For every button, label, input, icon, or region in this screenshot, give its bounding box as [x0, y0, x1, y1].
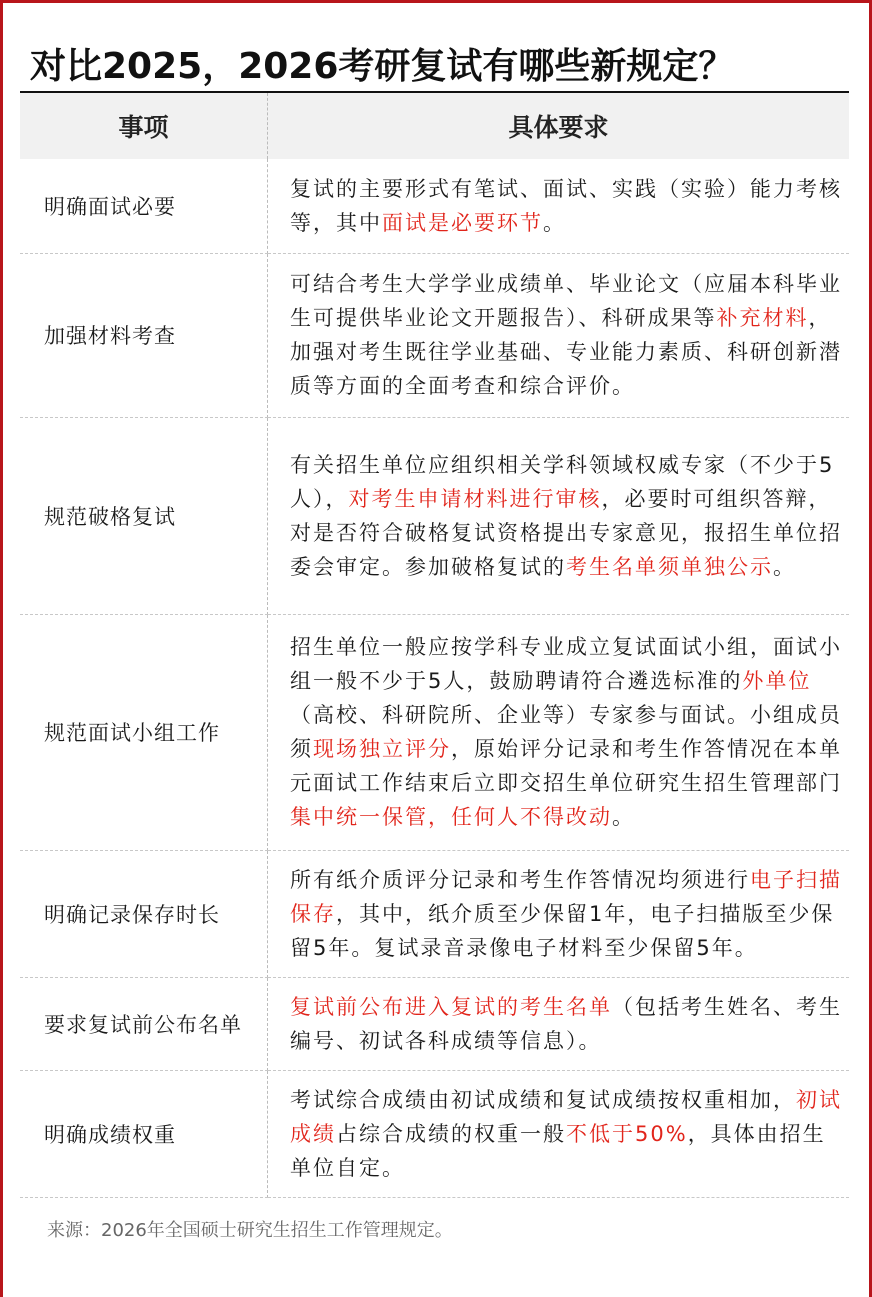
highlighted-text: 集中统一保管，任何人不得改动 — [290, 805, 612, 829]
requirement-text — [268, 977, 850, 1070]
highlighted-text: 外单位 — [742, 669, 812, 693]
text-segment: 招生单位一般应按学科专业成立复试面试小组，面试小组一般不少于5人，鼓励聘请符合遴选标准的 — [290, 635, 842, 693]
requirement-text — [268, 417, 850, 614]
text-segment: 所有纸介质评分记录和考生作答情况均须进行 — [290, 867, 750, 892]
table-body — [20, 159, 849, 1197]
table-row — [20, 253, 849, 417]
text-segment: 。 — [773, 554, 796, 579]
text-segment: 。 — [543, 210, 566, 235]
text-segment: （包括考生姓名、考生编号、初试各科成绩等信息）。 — [290, 994, 842, 1053]
highlighted-text: 补充材料 — [716, 306, 809, 330]
highlighted-text: 考生名单须单独公示 — [566, 554, 773, 579]
highlighted-text: 不低于50% — [566, 1121, 688, 1146]
highlighted-text: 现场独立评分 — [313, 737, 451, 761]
rules-table — [20, 91, 849, 1198]
text-segment: ，其中，纸介质至少保留1年，电子扫描版至少保留5年。复试录音录像电子材料至少保留5年。 — [290, 901, 835, 960]
item-name: 要求复试前公布名单 — [20, 977, 268, 1070]
item-name: 规范破格复试 — [20, 417, 268, 614]
table-row — [20, 159, 849, 253]
page-content — [3, 3, 869, 1274]
table-header-row — [20, 92, 849, 159]
highlighted-text: 初试成绩 — [290, 1087, 842, 1146]
item-name: 明确面试必要 — [20, 159, 268, 253]
requirement-text — [268, 253, 850, 417]
item-name: 明确成绩权重 — [20, 1070, 268, 1197]
page-title: 对比2025，2026考研复试有哪些新规定？ — [30, 46, 735, 87]
table-row — [20, 977, 849, 1070]
requirement-text — [268, 159, 850, 253]
source-note: 来源：2026年全国硕士研究生招生工作管理规定。 — [47, 1219, 453, 1241]
table-row — [20, 1070, 849, 1197]
table-row — [20, 614, 849, 850]
highlighted-text: 电子扫描保存 — [290, 867, 842, 926]
table-row — [20, 417, 849, 614]
text-segment: ，原始评分记录和考生作答情况在本单元面试工作结束后立即交招生单位研究生招生管理部门 — [290, 737, 842, 795]
text-segment: ，具体由招生单位自定。 — [290, 1121, 826, 1180]
requirement-text — [268, 614, 850, 850]
text-segment: 考试综合成绩由初试成绩和复试成绩按权重相加， — [290, 1087, 796, 1112]
text-segment: 有关招生单位应组织相关学科领域权威专家（不少于5人）， — [290, 452, 835, 511]
requirement-text — [268, 1070, 850, 1197]
item-name: 加强材料考查 — [20, 253, 268, 417]
header-item: 事项 — [20, 92, 268, 159]
highlighted-text: 对考生申请材料进行审核 — [348, 486, 602, 511]
item-name: 规范面试小组工作 — [20, 614, 268, 850]
text-segment: （高校、科研院所、企业等）专家参与面试。小组成员须 — [290, 703, 842, 761]
highlighted-text: 面试是必要环节 — [382, 210, 543, 235]
text-segment: 。 — [612, 805, 635, 829]
highlighted-text: 复试前公布进入复试的考生名单 — [290, 994, 612, 1019]
text-segment: 可结合考生大学学业成绩单、毕业论文（应届本科毕业生可提供毕业论文开题报告）、科研成果等 — [290, 272, 842, 330]
text-segment: ，必要时可组织答辩，对是否符合破格复试资格提出专家意见，报招生单位招委会审定。参加破格复试的 — [290, 486, 842, 579]
text-segment: ，加强对考生既往学业基础、专业能力素质、科研创新潜质等方面的全面考查和综合评价。 — [290, 306, 842, 398]
table-row — [20, 850, 849, 977]
item-name: 明确记录保存时长 — [20, 850, 268, 977]
header-requirement: 具体要求 — [508, 113, 609, 142]
requirement-text — [268, 850, 850, 977]
text-segment: 复试的主要形式有笔试、面试、实践（实验）能力考核等，其中 — [290, 176, 842, 235]
text-segment: 占综合成绩的权重一般 — [336, 1121, 566, 1146]
